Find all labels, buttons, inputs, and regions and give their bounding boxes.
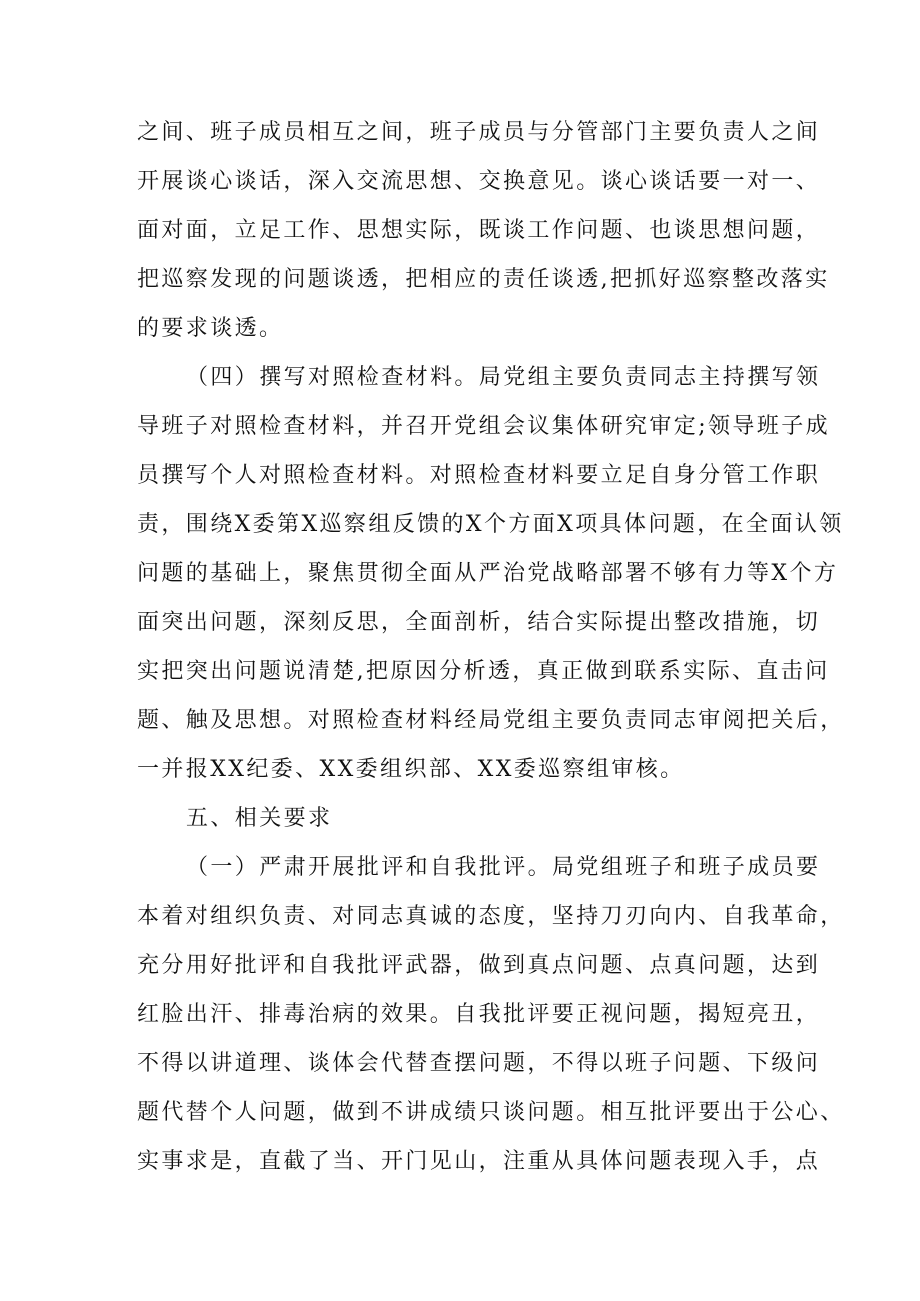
text-line: 的要求谈透。 [137, 316, 284, 341]
paragraph-heading-four: （四）撰写对照检查材料。局党组主要负责同志主持撰写领 [186, 365, 821, 390]
text-line: 充分用好批评和自我批评武器，做到真点问题、点真问题，达到 [137, 953, 821, 978]
text-line: 红脸出汗、排毒治病的效果。自我批评要正视问题，揭短亮丑， [137, 1002, 821, 1027]
text-line: 一并报XX纪委、XX委组织部、XX委巡察组审核。 [137, 757, 685, 782]
text-line: 员撰写个人对照检查材料。对照检查材料要立足自身分管工作职 [137, 463, 821, 488]
text-line: 面对面，立足工作、思想实际，既谈工作问题、也谈思想问题， [137, 218, 821, 243]
section-heading: 五、相关要求 [186, 806, 333, 831]
text-line: 面突出问题，深刻反思，全面剖析，结合实际提出整改措施，切 [137, 610, 821, 635]
text-line: 本着对组织负责、对同志真诚的态度，坚持刀刃向内、自我革命， [137, 904, 845, 929]
text-line: 之间、班子成员相互之间，班子成员与分管部门主要负责人之间 [137, 120, 821, 145]
text-line: 实把突出问题说清楚,把原因分析透，真正做到联系实际、直击问 [137, 659, 830, 684]
text-line: 责，围绕X委第X巡察组反馈的X个方面X项具体问题，在全面认领 [137, 512, 844, 537]
text-line: 题、触及思想。对照检查材料经局党组主要负责同志审阅把关后， [137, 708, 845, 733]
text-line: 题代替个人问题，做到不讲成绩只谈问题。相互批评要出于公心、 [137, 1100, 845, 1125]
text-line: 实事求是，直截了当、开门见山，注重从具体问题表现入手，点 [137, 1149, 821, 1174]
text-line: 导班子对照检查材料，并召开党组会议集体研究审定;领导班子成 [137, 414, 831, 439]
text-line: 把巡察发现的问题谈透，把相应的责任谈透,把抓好巡察整改落实 [137, 267, 830, 292]
text-line: 开展谈心谈话，深入交流思想、交换意见。谈心谈话要一对一、 [137, 169, 821, 194]
paragraph-heading-one: （一）严肃开展批评和自我批评。局党组班子和班子成员要 [186, 855, 821, 880]
text-line: 不得以讲道理、谈体会代替查摆问题，不得以班子问题、下级问 [137, 1051, 821, 1076]
text-line: 问题的基础上，聚焦贯彻全面从严治党战略部署不够有力等X个方 [137, 561, 839, 586]
